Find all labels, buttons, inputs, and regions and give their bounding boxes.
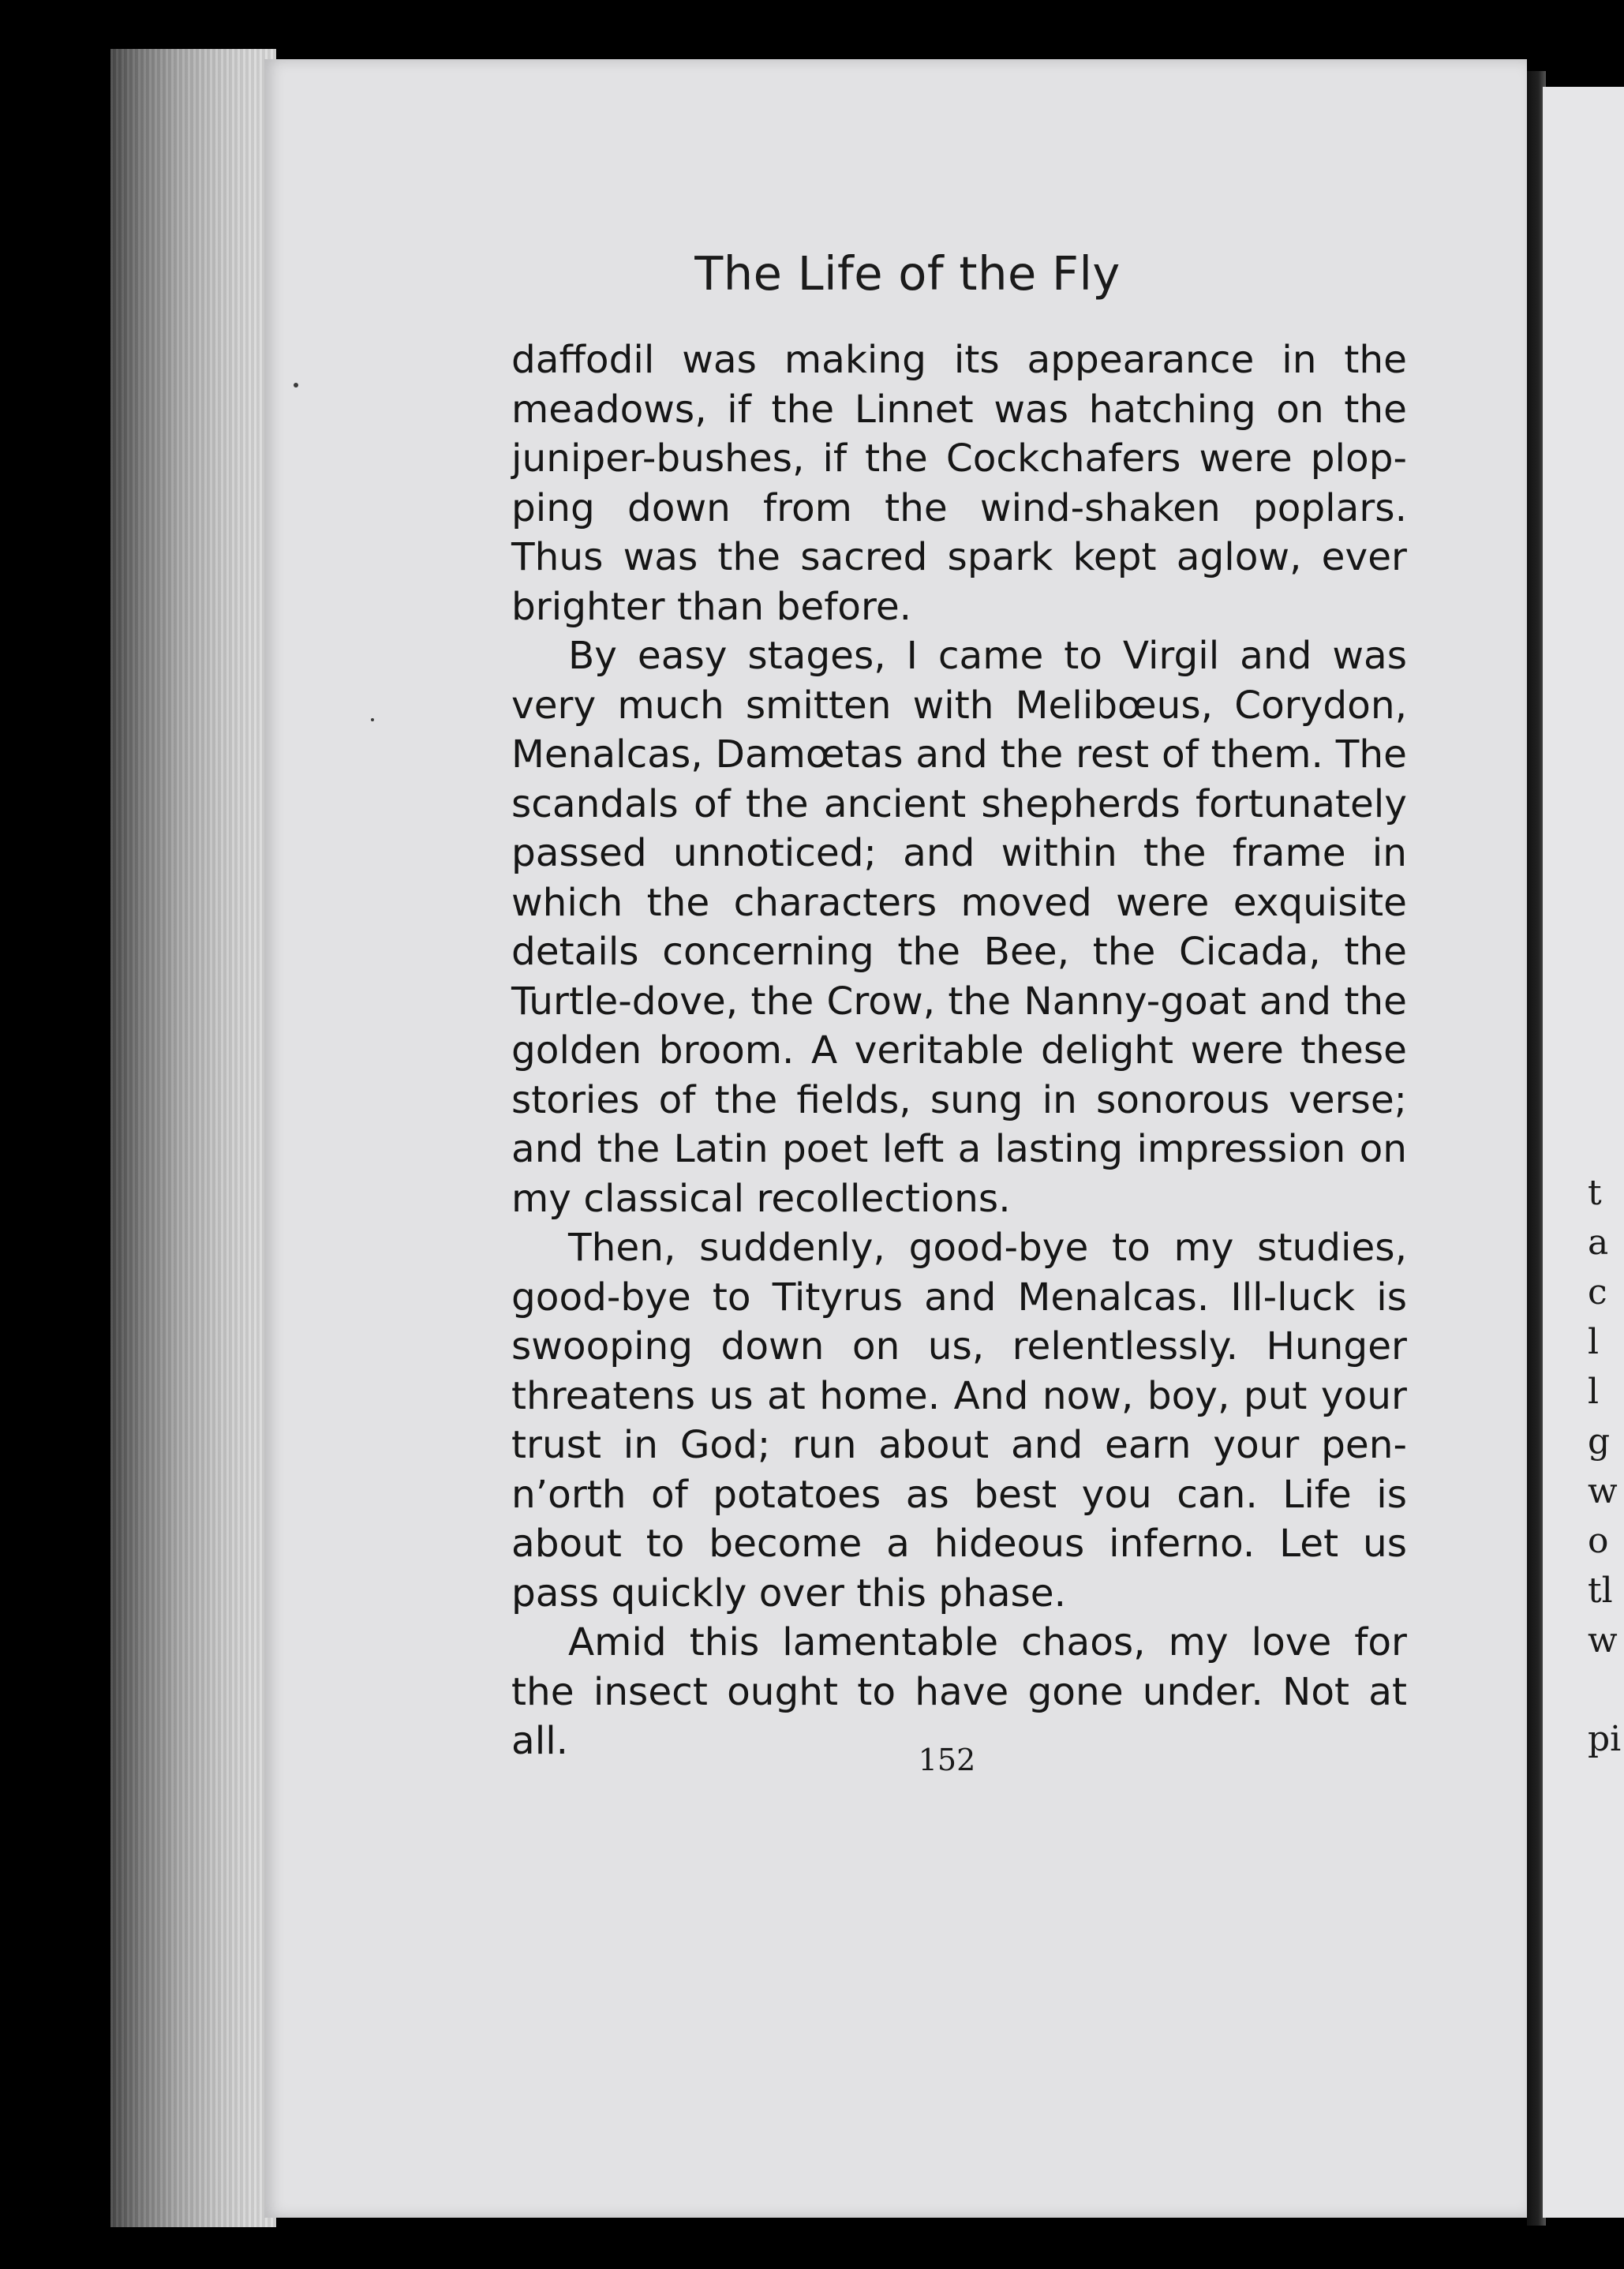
facing-page-edge xyxy=(1543,87,1624,2218)
book-fore-edge xyxy=(110,49,276,2227)
page-number: 152 xyxy=(918,1743,976,1777)
facing-page-cut-letter: t xyxy=(1588,1173,1602,1213)
paragraph: daffodil was making its appearance in the meadows, if the Linnet was hatching on the juniper-bushes, if the Cockchafers were plopping down from the wind-shaken poplars. Thus was the sacred spark kept aglow, ever brighter than before. xyxy=(511,338,1407,629)
running-head: The Life of the Fly xyxy=(694,246,1121,301)
facing-page-cut-letter: a xyxy=(1588,1222,1609,1263)
facing-page-cut-last-word: pi xyxy=(1588,1719,1622,1759)
facing-page-cut-letters xyxy=(1588,1168,1624,1665)
facing-page-cut-letter: w xyxy=(1588,1471,1618,1511)
facing-page-cut-letter: c xyxy=(1588,1272,1607,1312)
facing-page-cut-letter: g xyxy=(1588,1421,1611,1462)
facing-page-cut-letter: tl xyxy=(1588,1571,1613,1611)
dust-speck xyxy=(294,383,298,388)
facing-page-cut-letter: o xyxy=(1588,1521,1609,1561)
facing-page-cut-letter: w xyxy=(1588,1620,1618,1661)
body-text xyxy=(511,335,1407,1766)
dust-speck xyxy=(371,718,374,721)
paragraph: Then, suddenly, good-bye to my studies, good-bye to Tityrus and Menalcas. Ill-luck is swooping down on us, relentlessly. Hunger threatens us at home. And now, boy, put your trust in God; run about and earn your penn’orth of potatoes as best you can. Life is about to become a hideous inferno. Let us pass quickly over this phase. xyxy=(511,1226,1407,1616)
paragraph: Amid this lamentable chaos, my love for the insect ought to have gone under. Not at all. xyxy=(511,1620,1407,1763)
facing-page-cut-letter: l xyxy=(1588,1372,1600,1412)
paragraph: By easy stages, I came to Virgil and was very much smitten with Melibœus, Corydon, Menalcas, Damœtas and the rest of them. The scandals of the ancient shepherds fortunately passed unnoticed; and within the frame in which the characters moved were exquisite details concerning the Bee, the Cicada, the Turtle-dove, the Crow, the Nanny-goat and the golden broom. A veritable delight were these stories of the fields, sung in sonorous verse; and the Latin poet left a lasting impression on my classical recollections. xyxy=(511,634,1407,1221)
facing-page-cut-letter: l xyxy=(1588,1322,1600,1362)
